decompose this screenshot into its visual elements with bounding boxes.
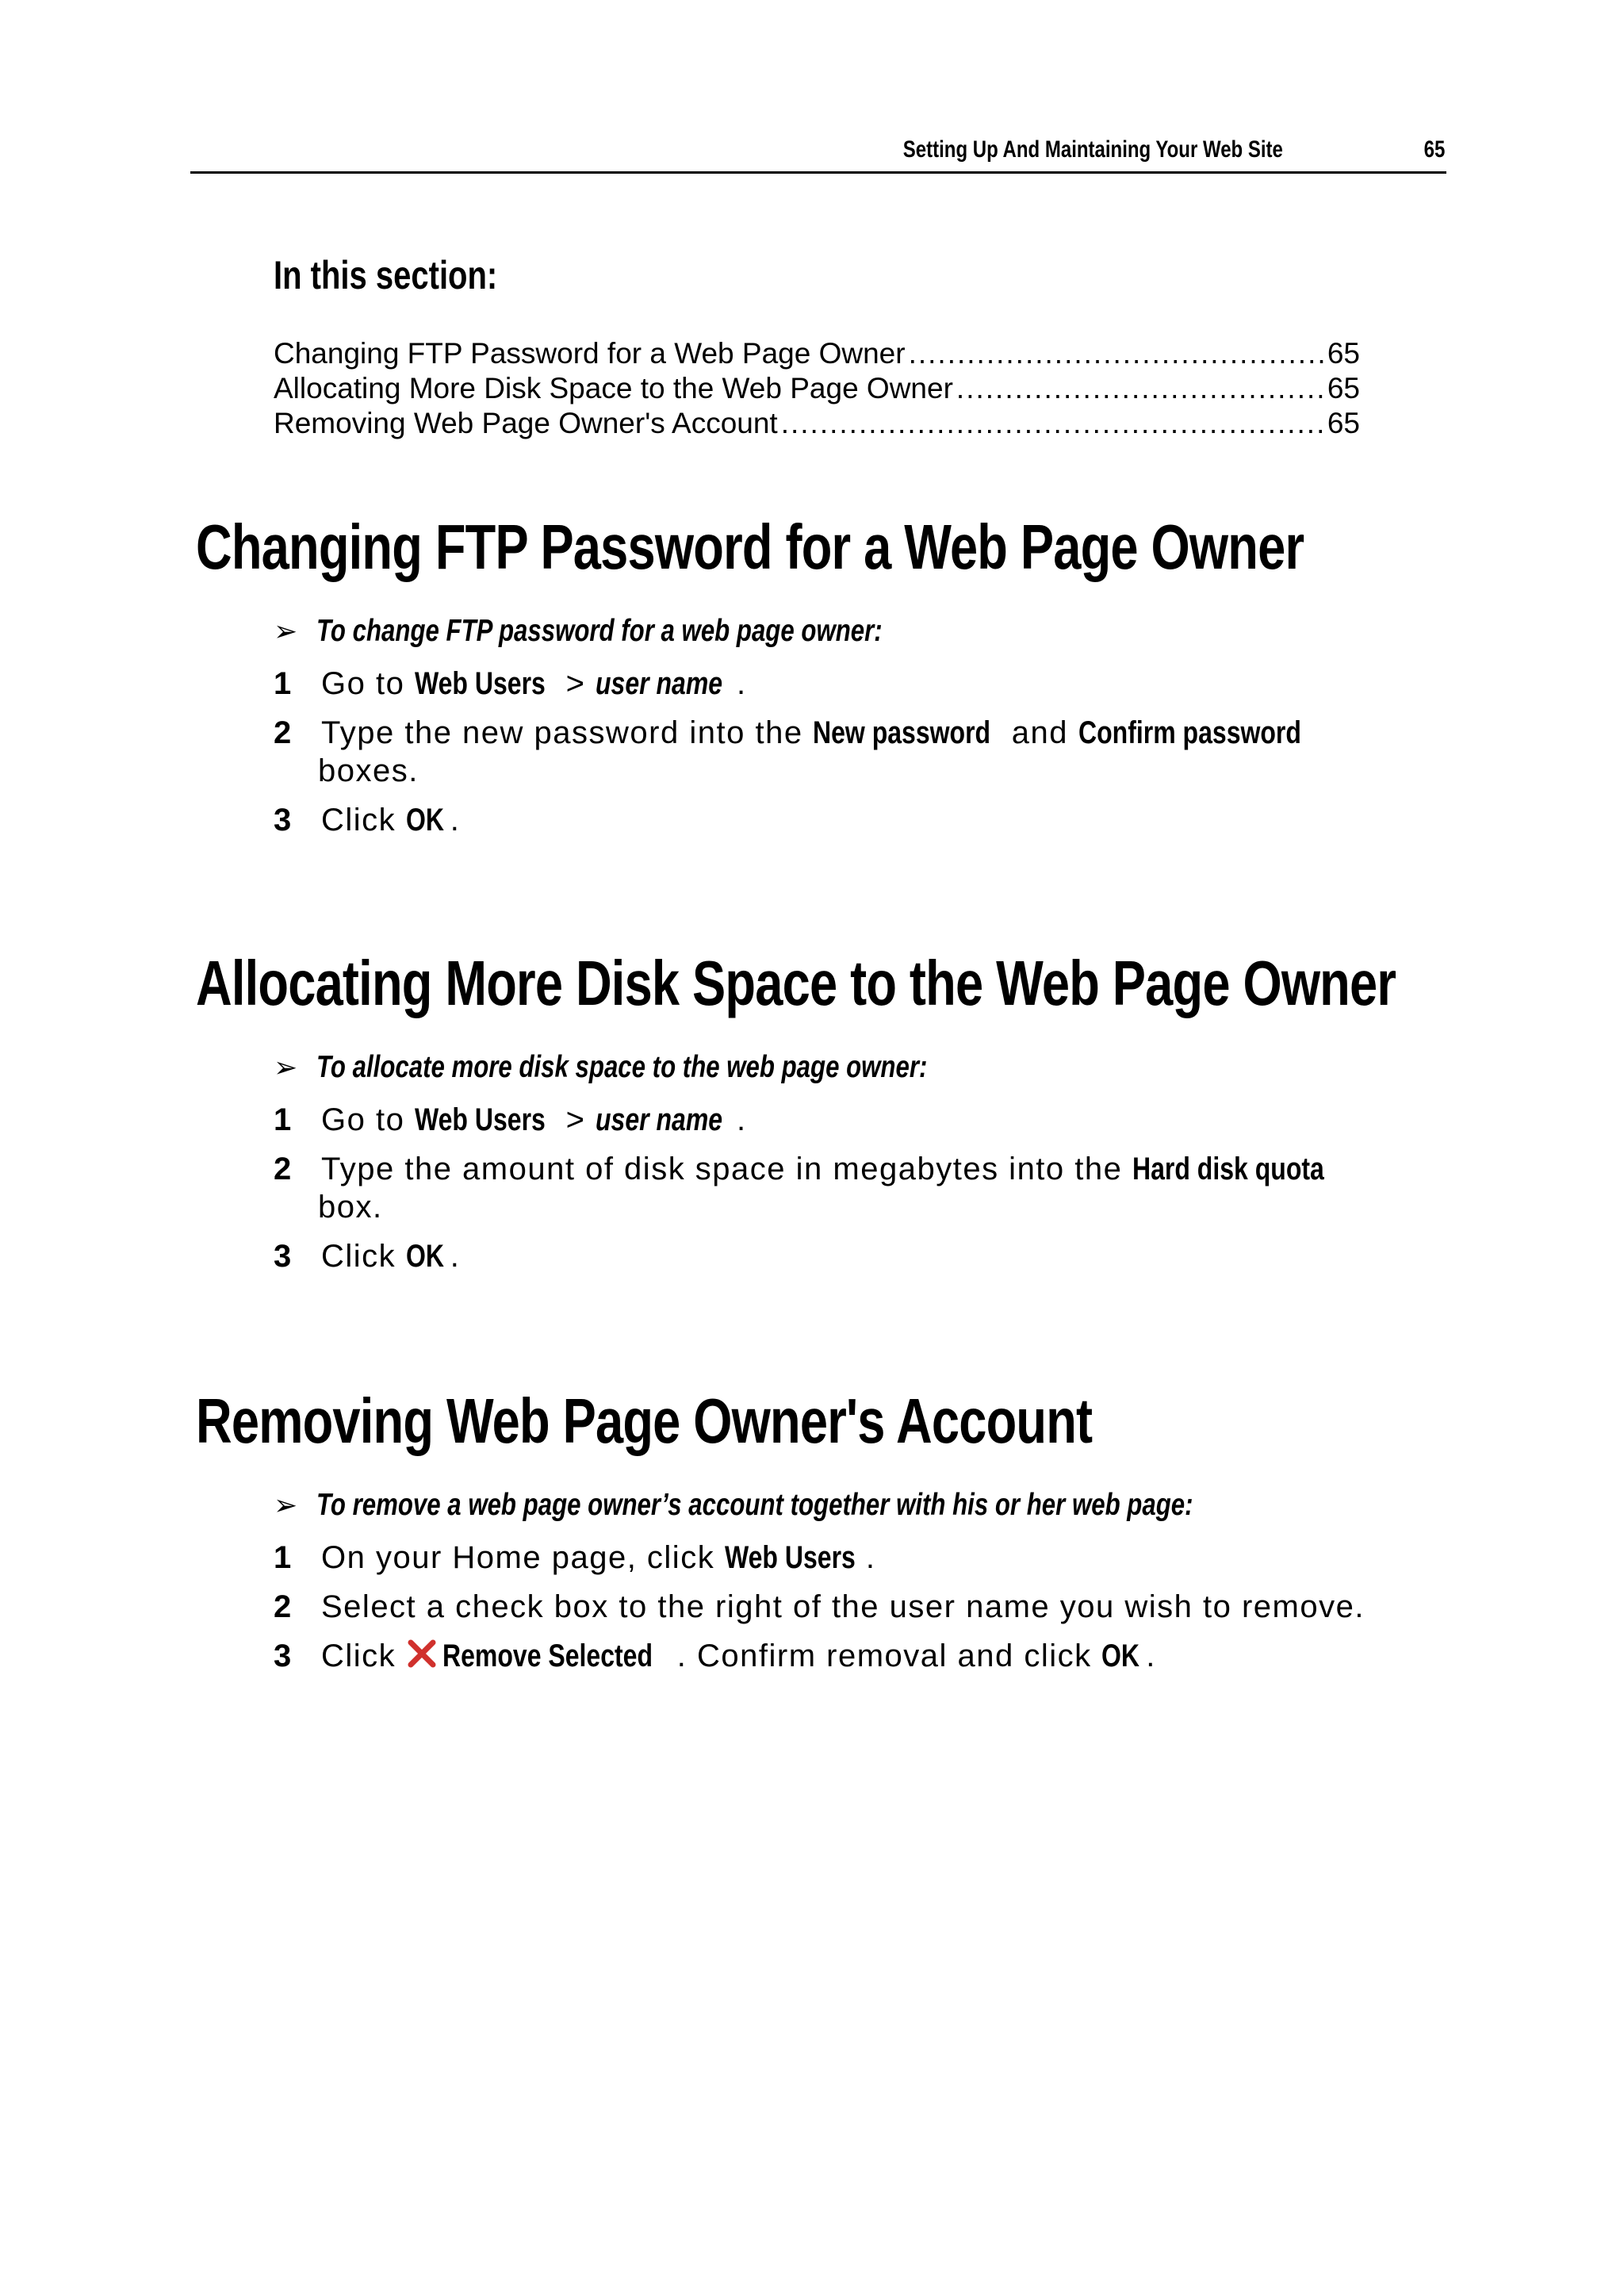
procedure-title: To change FTP password for a web page owner: <box>316 614 883 648</box>
remove-selected-term: Remove Selected <box>442 1639 653 1673</box>
user-name-term: user name <box>596 666 723 701</box>
procedure-step <box>274 1150 1544 1226</box>
arrow-bullet-icon: ➢ <box>274 1489 298 1521</box>
procedure-intro <box>274 1045 1544 1090</box>
procedure <box>274 1045 1544 1275</box>
section-heading: Removing Web Page Owner's Account <box>196 1386 1093 1456</box>
toc-entry[interactable] <box>274 406 1360 441</box>
section-heading: Allocating More Disk Space to the Web Page Owner <box>196 948 1396 1018</box>
toc-leader-dots <box>781 406 1324 441</box>
toc-entry-page: 65 <box>1327 407 1360 439</box>
step-text: On your Home page, click Web Users . <box>321 1540 876 1575</box>
step-number: 3 <box>274 803 292 838</box>
page-header <box>190 133 1446 174</box>
toc-entry-page: 65 <box>1327 372 1360 404</box>
section-remove-account <box>196 1382 1544 1675</box>
procedure-step <box>274 1101 1544 1139</box>
arrow-bullet-icon: ➢ <box>274 615 298 647</box>
toc-entry[interactable] <box>274 336 1360 371</box>
step-number: 1 <box>274 1102 292 1137</box>
step-text: Click OK . <box>321 803 461 838</box>
procedure-step <box>274 1588 1544 1626</box>
procedure <box>274 1483 1544 1675</box>
web-users-term: Web Users <box>724 1540 856 1575</box>
step-number: 3 <box>274 1639 292 1673</box>
toc-heading: In this section: <box>274 253 498 297</box>
step-text: Type the amount of disk space in megabytes into the Hard disk quota box. <box>318 1152 1324 1225</box>
page-number: 65 <box>1423 136 1445 163</box>
procedure-intro <box>274 609 1544 654</box>
procedure <box>274 609 1544 839</box>
procedure-step <box>274 665 1544 703</box>
section-heading: Changing FTP Password for a Web Page Owner <box>196 512 1304 582</box>
step-text: Click OK . <box>321 1239 461 1274</box>
procedure-step <box>274 1539 1544 1577</box>
procedure-step <box>274 801 1544 839</box>
procedure-intro <box>274 1483 1544 1527</box>
step-text: Type the new password into the New password and Confirm password boxes. <box>318 715 1301 788</box>
step-text: Select a check box to the right of the user name you wish to remove. <box>321 1589 1365 1624</box>
procedure-title: To remove a web page owner’s account together with his or her web page: <box>316 1488 1193 1522</box>
procedure-step <box>274 1637 1544 1675</box>
table-of-contents <box>274 336 1360 441</box>
confirm-password-term: Confirm password <box>1078 715 1301 750</box>
step-text: Go to Web Users > user name . <box>321 666 747 701</box>
user-name-term: user name <box>596 1102 723 1137</box>
toc-entry-title[interactable]: Changing FTP Password for a Web Page Owner <box>274 337 906 370</box>
toc-leader-dots <box>909 336 1324 371</box>
section-change-ftp-password <box>196 508 1544 839</box>
ok-term: OK <box>405 803 444 838</box>
step-number: 2 <box>274 1589 292 1624</box>
step-text: Click Remove Selected . Confirm removal and click OK . <box>321 1639 1156 1673</box>
ok-term: OK <box>1101 1639 1140 1673</box>
hard-disk-quota-term: Hard disk quota <box>1132 1152 1324 1186</box>
web-users-term: Web Users <box>414 666 546 701</box>
new-password-term: New password <box>813 715 991 750</box>
step-text: Go to Web Users > user name . <box>321 1102 747 1137</box>
web-users-term: Web Users <box>414 1102 546 1137</box>
procedure-step <box>274 714 1544 790</box>
toc-leader-dots <box>956 371 1324 406</box>
arrow-bullet-icon: ➢ <box>274 1051 298 1083</box>
toc-entry-page: 65 <box>1327 337 1360 370</box>
ok-term: OK <box>405 1239 444 1274</box>
procedure-step <box>274 1237 1544 1275</box>
step-number: 3 <box>274 1239 292 1274</box>
running-section-title: Setting Up And Maintaining Your Web Site <box>902 136 1283 163</box>
step-number: 2 <box>274 1152 292 1186</box>
toc-entry-title[interactable]: Allocating More Disk Space to the Web Page Owner <box>274 372 953 404</box>
section-allocate-disk-space <box>196 944 1544 1275</box>
step-number: 1 <box>274 1540 292 1575</box>
toc-entry[interactable] <box>274 371 1360 406</box>
remove-x-icon <box>406 1639 438 1669</box>
step-number: 1 <box>274 666 292 701</box>
toc-entry-title[interactable]: Removing Web Page Owner's Account <box>274 407 778 439</box>
procedure-title: To allocate more disk space to the web page owner: <box>316 1050 928 1084</box>
step-number: 2 <box>274 715 292 750</box>
